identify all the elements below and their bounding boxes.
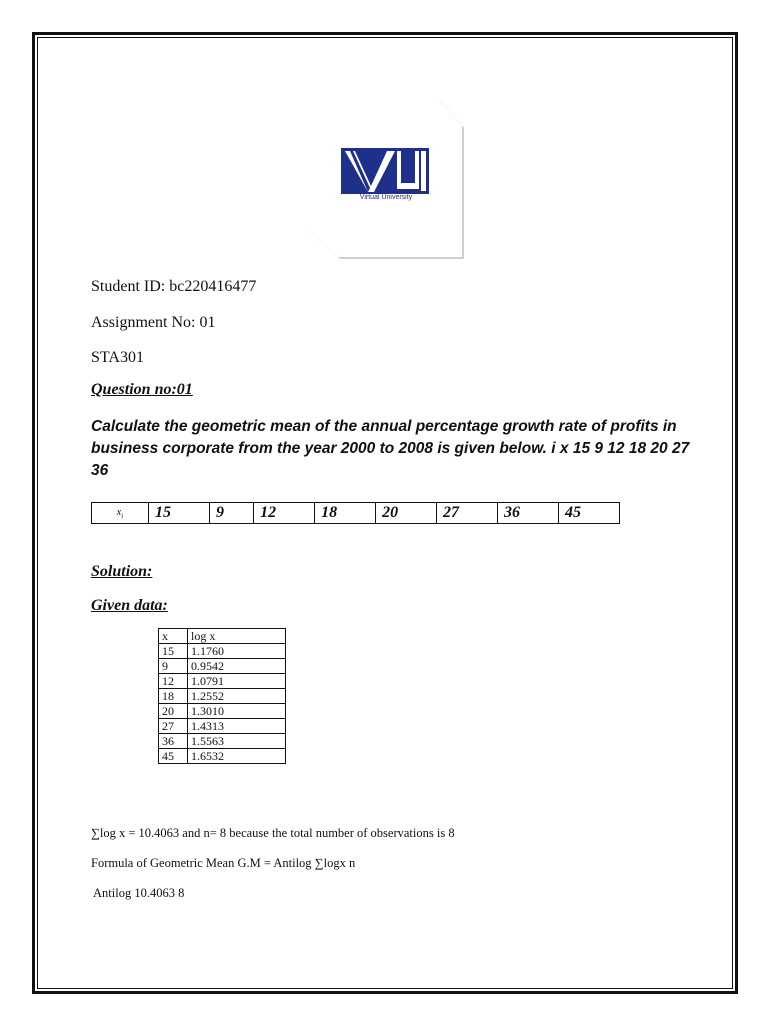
table-row [159, 749, 286, 764]
sum-line: ∑log x = 10.4063 and n= 8 because the total number of observations is 8 [91, 826, 455, 840]
logo-caption: Virtual University [359, 194, 413, 201]
column-header: log x [188, 629, 286, 644]
xi-label: $x_i$ [92, 503, 149, 524]
table-row [159, 674, 286, 689]
log-table [158, 628, 286, 764]
table-row [159, 644, 286, 659]
xi-value: 45 [558, 503, 619, 524]
logx-cell: 1.5563 [188, 734, 286, 749]
logx-cell: 1.0791 [188, 674, 286, 689]
x-cell: 20 [159, 704, 188, 719]
x-cell: 18 [159, 689, 188, 704]
logx-cell: 1.3010 [188, 704, 286, 719]
table-row [159, 734, 286, 749]
x-cell: 9 [159, 659, 188, 674]
table-row [159, 719, 286, 734]
course-code: STA301 [91, 349, 144, 366]
x-cell: 27 [159, 719, 188, 734]
antilog-line: Antilog 10.4063 8 [93, 886, 185, 900]
question-heading: Question no:01 [91, 381, 193, 398]
assignment-number: Assignment No: 01 [91, 314, 216, 331]
xi-value: 36 [498, 503, 559, 524]
logx-cell: 1.1760 [188, 644, 286, 659]
x-cell: 36 [159, 734, 188, 749]
xi-value: 9 [209, 503, 253, 524]
logx-cell: 1.4313 [188, 719, 286, 734]
xi-value: 20 [376, 503, 437, 524]
student-id: Student ID: bc220416477 [91, 278, 257, 295]
x-cell: 15 [159, 644, 188, 659]
vu-logo-icon [341, 148, 429, 194]
table-row [159, 689, 286, 704]
column-header: x [159, 629, 188, 644]
table-header-row [159, 629, 286, 644]
table-row [159, 659, 286, 674]
given-data-heading: Given data: [91, 597, 168, 614]
x-cell: 12 [159, 674, 188, 689]
xi-value: 27 [437, 503, 498, 524]
xi-value: 12 [254, 503, 315, 524]
formula-line: Formula of Geometric Mean G.M = Antilog ∑logx n [91, 856, 356, 870]
xi-value: 15 [149, 503, 210, 524]
table-row [92, 503, 620, 524]
xi-value: 18 [315, 503, 376, 524]
question-text: Calculate the geometric mean of the annual percentage growth rate of profits in business corporate from the year 2000 to 2008 is given below. i x 15 9 12 18 20 27 36 [91, 418, 690, 479]
table-row [159, 704, 286, 719]
solution-heading: Solution: [91, 563, 153, 580]
logx-cell: 1.6532 [188, 749, 286, 764]
logx-cell: 0.9542 [188, 659, 286, 674]
x-cell: 45 [159, 749, 188, 764]
xi-table [91, 502, 620, 524]
logx-cell: 1.2552 [188, 689, 286, 704]
